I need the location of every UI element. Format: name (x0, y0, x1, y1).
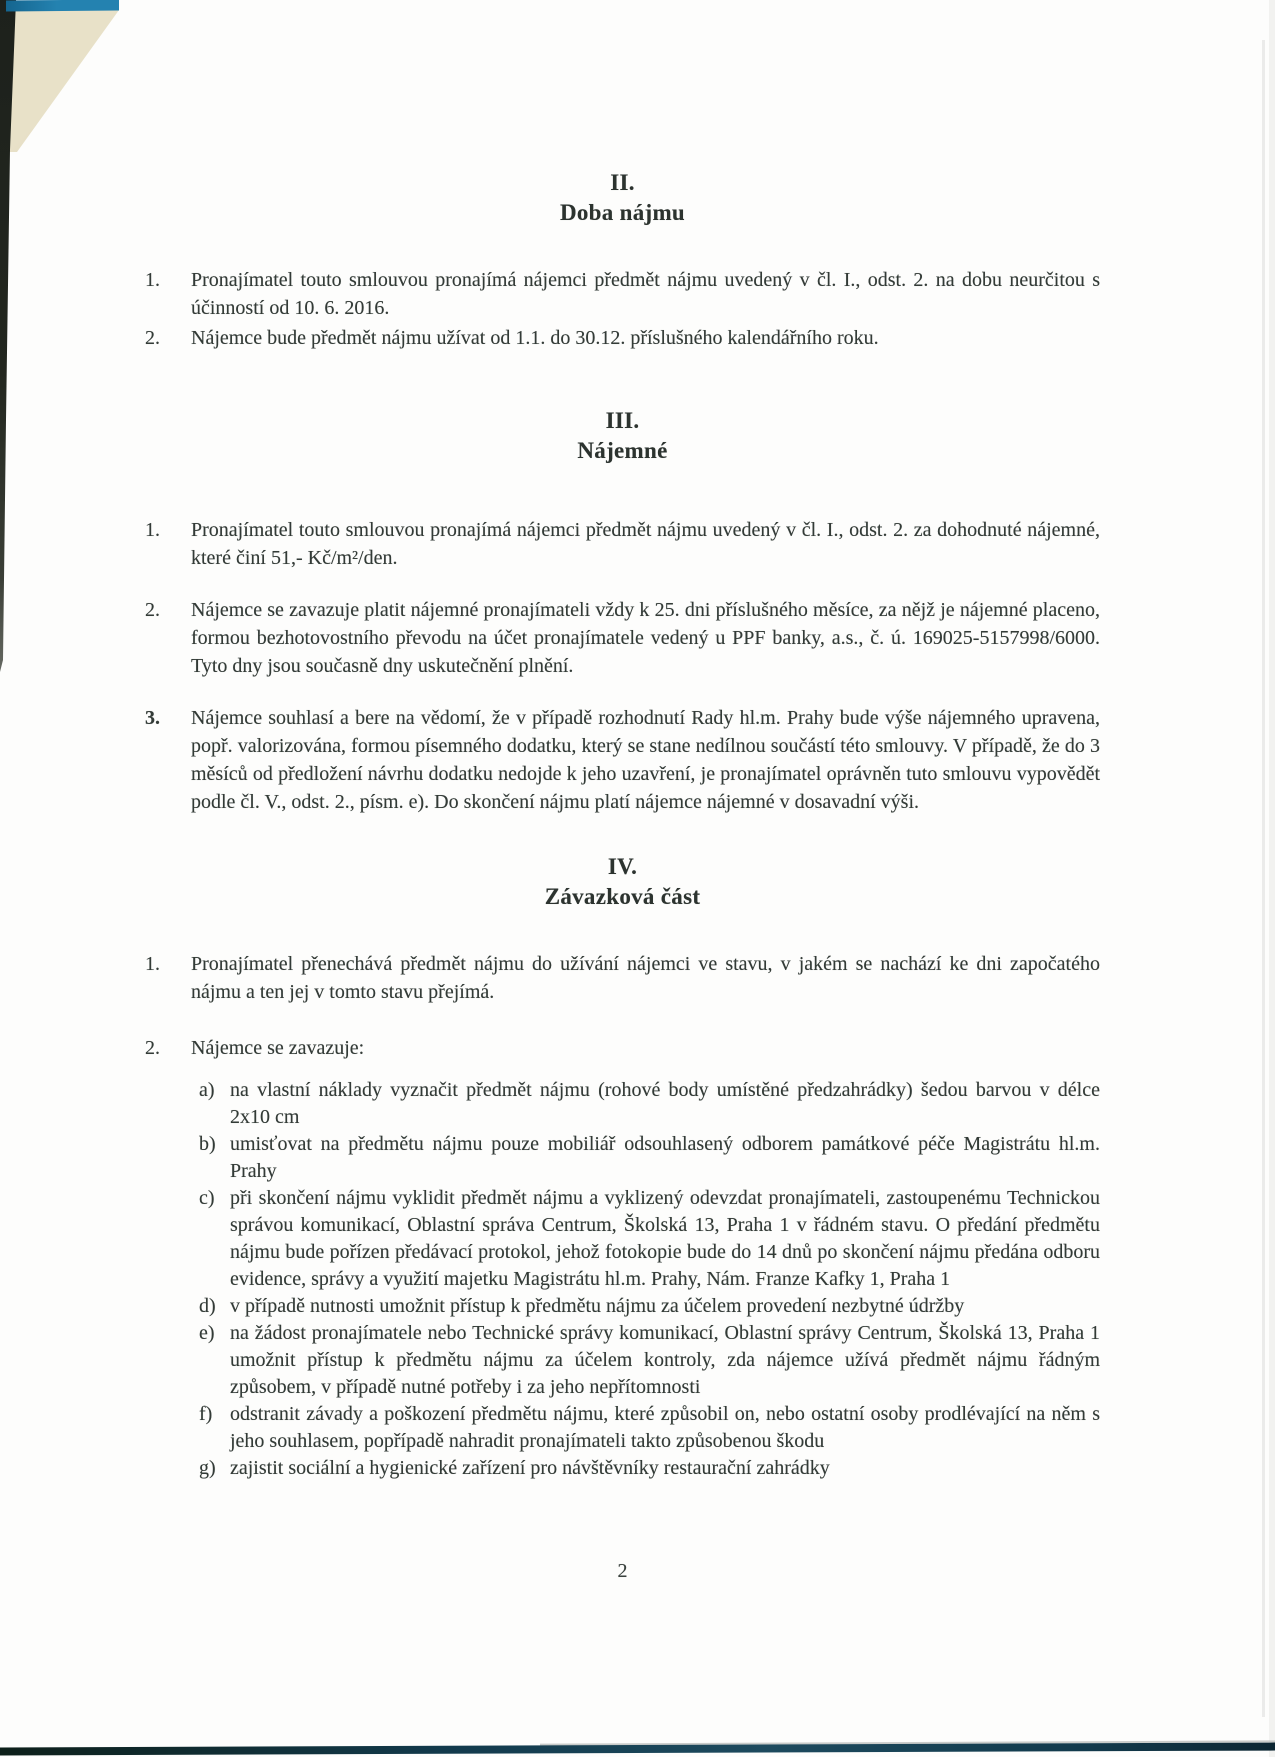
list-item (145, 1034, 1100, 1482)
sub-item-text: zajistit sociální a hygienické zařízení pro návštěvníky restaurační zahrádky (230, 1457, 830, 1479)
sub-item-letter: a) (199, 1079, 215, 1101)
sub-item-letter: f) (199, 1403, 213, 1425)
section-numeral: III. (605, 408, 640, 433)
list-item (145, 516, 1100, 572)
item-text-column (191, 1034, 1100, 1482)
section-numeral: II. (610, 170, 635, 195)
item-text: Pronajímatel touto smlouvou pronajímá nájemci předmět nájmu uvedený v čl. I., odst. 2. za dohodnuté nájemné, které činí 51,- Kč/m²/den. (191, 519, 1100, 569)
item-number: 1. (145, 269, 160, 291)
list-item (145, 324, 1100, 352)
list-item (145, 704, 1100, 816)
item-text-column (191, 596, 1100, 680)
page-number: 2 (617, 1560, 628, 1582)
contract-section (145, 406, 1100, 816)
section-items (145, 516, 1100, 816)
section-title: Závazková část (544, 884, 701, 909)
sub-list-item (199, 1455, 1100, 1482)
sub-item-text: na vlastní náklady vyznačit předmět nájmu (rohové body umístěné předzahrádky) šedou barvou v délce 2x10 cm (230, 1079, 1100, 1128)
item-number: 2. (145, 599, 160, 621)
sub-item-letter: d) (199, 1295, 216, 1317)
item-number: 1. (145, 953, 160, 975)
item-text: Nájemce bude předmět nájmu užívat od 1.1. do 30.12. příslušného kalendářního roku. (191, 327, 879, 349)
item-number: 1. (145, 519, 160, 541)
sub-item-text: v případě nutnosti umožnit přístup k předmětu nájmu za účelem provedení nezbytné údržby (230, 1295, 965, 1317)
sub-item-letter: b) (199, 1133, 216, 1155)
document-body (145, 168, 1100, 1510)
scan-bottom-edge-line (0, 1743, 1275, 1756)
item-text-column (191, 516, 1100, 572)
item-text-column (191, 704, 1100, 816)
scan-right-margin (1269, 0, 1275, 1757)
scan-top-edge-bar (6, 0, 119, 11)
item-number: 2. (145, 327, 160, 349)
item-number: 2. (145, 1037, 160, 1059)
sub-list-item (199, 1293, 1100, 1320)
sub-item-letter: g) (199, 1457, 216, 1479)
section-title: Doba nájmu (559, 200, 686, 225)
list-item (145, 950, 1100, 1006)
contract-section (145, 852, 1100, 1482)
section-numeral: IV. (607, 854, 638, 879)
scan-corner-fold (6, 5, 122, 157)
sub-list-item (199, 1320, 1100, 1401)
item-text: Pronajímatel touto smlouvou pronajímá nájemci předmět nájmu uvedený v čl. I., odst. 2. na dobu neurčitou s účinností od 10. 6. 2016. (191, 269, 1100, 319)
sub-list-item (199, 1131, 1100, 1185)
item-text: Pronajímatel přenechává předmět nájmu do užívání nájemci ve stavu, v jakém se nachází ke dni započatého nájmu a ten jej v tomto stavu přejímá. (191, 953, 1100, 1003)
section-items (145, 950, 1100, 1482)
sub-item-letter: e) (199, 1322, 215, 1344)
sub-item-letter: c) (199, 1187, 215, 1209)
item-text: Nájemce se zavazuje: (191, 1037, 365, 1059)
section-items (145, 266, 1100, 352)
sub-list-item (199, 1077, 1100, 1131)
item-text-column (191, 950, 1100, 1006)
item-text: Nájemce souhlasí a bere na vědomí, že v případě rozhodnutí Rady hl.m. Prahy bude výše nájemného upravena, popř. valorizována, formou písemného dodatku, který se stane nedílnou součástí této smlouvy. V případě, že do 3 měsíců od předložení návrhu dodatku nedojde k jeho uzavření, je pronajímatel oprávněn tuto smlouvu vypovědět podle čl. V., odst. 2., písm. e). Do skončení nájmu platí nájemce nájemné v dosavadní výši. (191, 707, 1100, 813)
scan-right-edge-line (1262, 40, 1265, 1717)
item-text-column (191, 266, 1100, 322)
item-text-column (191, 324, 1100, 352)
item-number: 3. (145, 707, 160, 729)
section-title: Nájemné (577, 438, 668, 463)
contract-section (145, 168, 1100, 352)
sub-list-item (199, 1185, 1100, 1293)
sub-list (199, 1077, 1100, 1482)
list-item (145, 596, 1100, 680)
sub-list-item (199, 1401, 1100, 1455)
sub-item-text: při skončení nájmu vyklidit předmět nájmu a vyklizený odevzdat pronajímateli, zastoupenému Technickou správou komunikací, Oblastní správa Centrum, Školská 13, Praha 1 v řádném stavu. O předání předmětu nájmu bude pořízen předávací protokol, jehož fotokopie bude do 14 dnů po skončení nájmu předána odboru evidence, správy a využití majetku Magistrátu hl.m. Prahy, Nám. Franze Kafky 1, Praha 1 (230, 1187, 1100, 1290)
list-item (145, 266, 1100, 322)
sub-item-text: umisťovat na předmětu nájmu pouze mobiliář odsouhlasený odborem památkové péče Magistrátu hl.m. Prahy (230, 1133, 1100, 1182)
sub-item-text: na žádost pronajímatele nebo Technické správy komunikací, Oblastní správy Centrum, Školská 13, Praha 1 umožnit přístup k předmětu nájmu za účelem kontroly, zda nájemce užívá předmět nájmu řádným způsobem, v případě nutné potřeby i za jeho nepřítomnosti (230, 1322, 1100, 1398)
sub-item-text: odstranit závady a poškození předmětu nájmu, které způsobil on, nebo ostatní osoby prodlévající na něm s jeho souhlasem, popřípadě nahradit pronajímateli takto způsobenou škodu (230, 1403, 1100, 1452)
item-text: Nájemce se zavazuje platit nájemné pronajímateli vždy k 25. dni příslušného měsíce, za nějž je nájemné placeno, formou bezhotovostního převodu na účet pronajímatele vedený u PPF banky, a.s., č. ú. 169025-5157998/6000. Tyto dny jsou současně dny uskutečnění plnění. (191, 599, 1100, 677)
